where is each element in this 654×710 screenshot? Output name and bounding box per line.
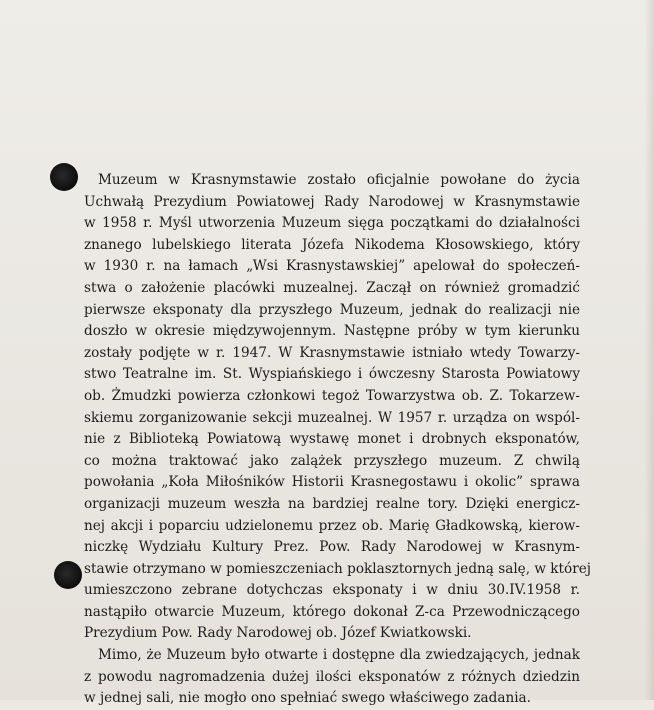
- page-edge-shadow: [644, 0, 654, 700]
- text-line: nie z Biblioteką Powiatową wystawę monet i drobnych eksponatów,: [84, 431, 580, 448]
- text-line: skiemu zorganizowanie sekcji muzealnej. W 1957 r. urządza on wspól-: [84, 409, 580, 426]
- body-text: [84, 170, 591, 710]
- text-line: znanego lubelskiego literata Józefa Nikodema Kłosowskiego, który: [84, 236, 580, 253]
- text-line: stawie otrzymano w pomieszczeniach poklasztornych jedną salę, w której: [84, 560, 591, 577]
- text-line: Mimo, że Muzeum było otwarte i dostępne dla zwiedzających, jednak: [98, 647, 580, 664]
- text-line: stwo Teatralne im. St. Wyspiańskiego i ówczesny Starosta Powiatowy: [84, 366, 580, 383]
- text-line: w 1958 r. Myśl utworzenia Muzeum sięga początkami do działalności: [84, 215, 580, 232]
- text-line: nej akcji i poparciu udzielonemu przez ob. Marię Gładkowską, kierow-: [84, 517, 580, 534]
- text-line: w jednej sali, nie mogło ono spełniać swego właściwego zadania.: [84, 690, 531, 707]
- text-line: powołania „Koła Miłośników Historii Krasnegostawu i okolic” sprawa: [84, 474, 580, 491]
- text-line: ob. Żmudzki powierza członkowi tegoż Towarzystwa ob. Z. Tokarzew-: [84, 387, 580, 404]
- text-line: nastąpiło otwarcie Muzeum, którego dokonał Z-ca Przewodniczącego: [84, 603, 580, 620]
- paragraph-2: [84, 645, 580, 710]
- text-line: Prezydium Pow. Rady Narodowej ob. Józef Kwiatkowski.: [84, 625, 472, 642]
- text-line: umieszczono zebrane dotychczas eksponaty i w dniu 30.IV.1958 r.: [84, 582, 580, 599]
- text-line: pierwsze eksponaty dla przyszłego Muzeum, jednak do realizacji nie: [84, 301, 580, 318]
- text-line: co można traktować jako zalążek przyszłego muzeum. Z chwilą: [84, 452, 580, 469]
- punch-hole-top: [50, 163, 78, 191]
- text-line: doszło w okresie międzywojennym. Następne próby w tym kierunku: [84, 323, 580, 340]
- text-line: Muzeum w Krasnymstawie zostało oficjalnie powołane do życia: [98, 172, 580, 188]
- text-line: niczkę Wydziału Kultury Prez. Pow. Rady Narodowej w Krasnym-: [84, 539, 580, 556]
- text-line: organizacji muzeum weszła na bardziej realne tory. Dzięki energicz-: [84, 495, 580, 512]
- text-line: w 1930 r. na łamach „Wsi Krasnystawskiej” apelował do społeczeń-: [84, 258, 580, 275]
- text-line: zostały podjęte w r. 1947. W Krasnymstawie istniało wtedy Towarzy-: [84, 344, 580, 361]
- text-line: Uchwałą Prezydium Powiatowej Rady Narodowej w Krasnymstawie: [84, 193, 580, 210]
- paragraph-1: [84, 170, 591, 645]
- punch-hole-bottom: [54, 561, 82, 589]
- text-line: z powodu nagromadzenia dużej ilości eksponatów z różnych dziedzin: [84, 668, 580, 685]
- text-line: stwa o założenie placówki muzealnej. Zaczął on również gromadzić: [84, 279, 580, 296]
